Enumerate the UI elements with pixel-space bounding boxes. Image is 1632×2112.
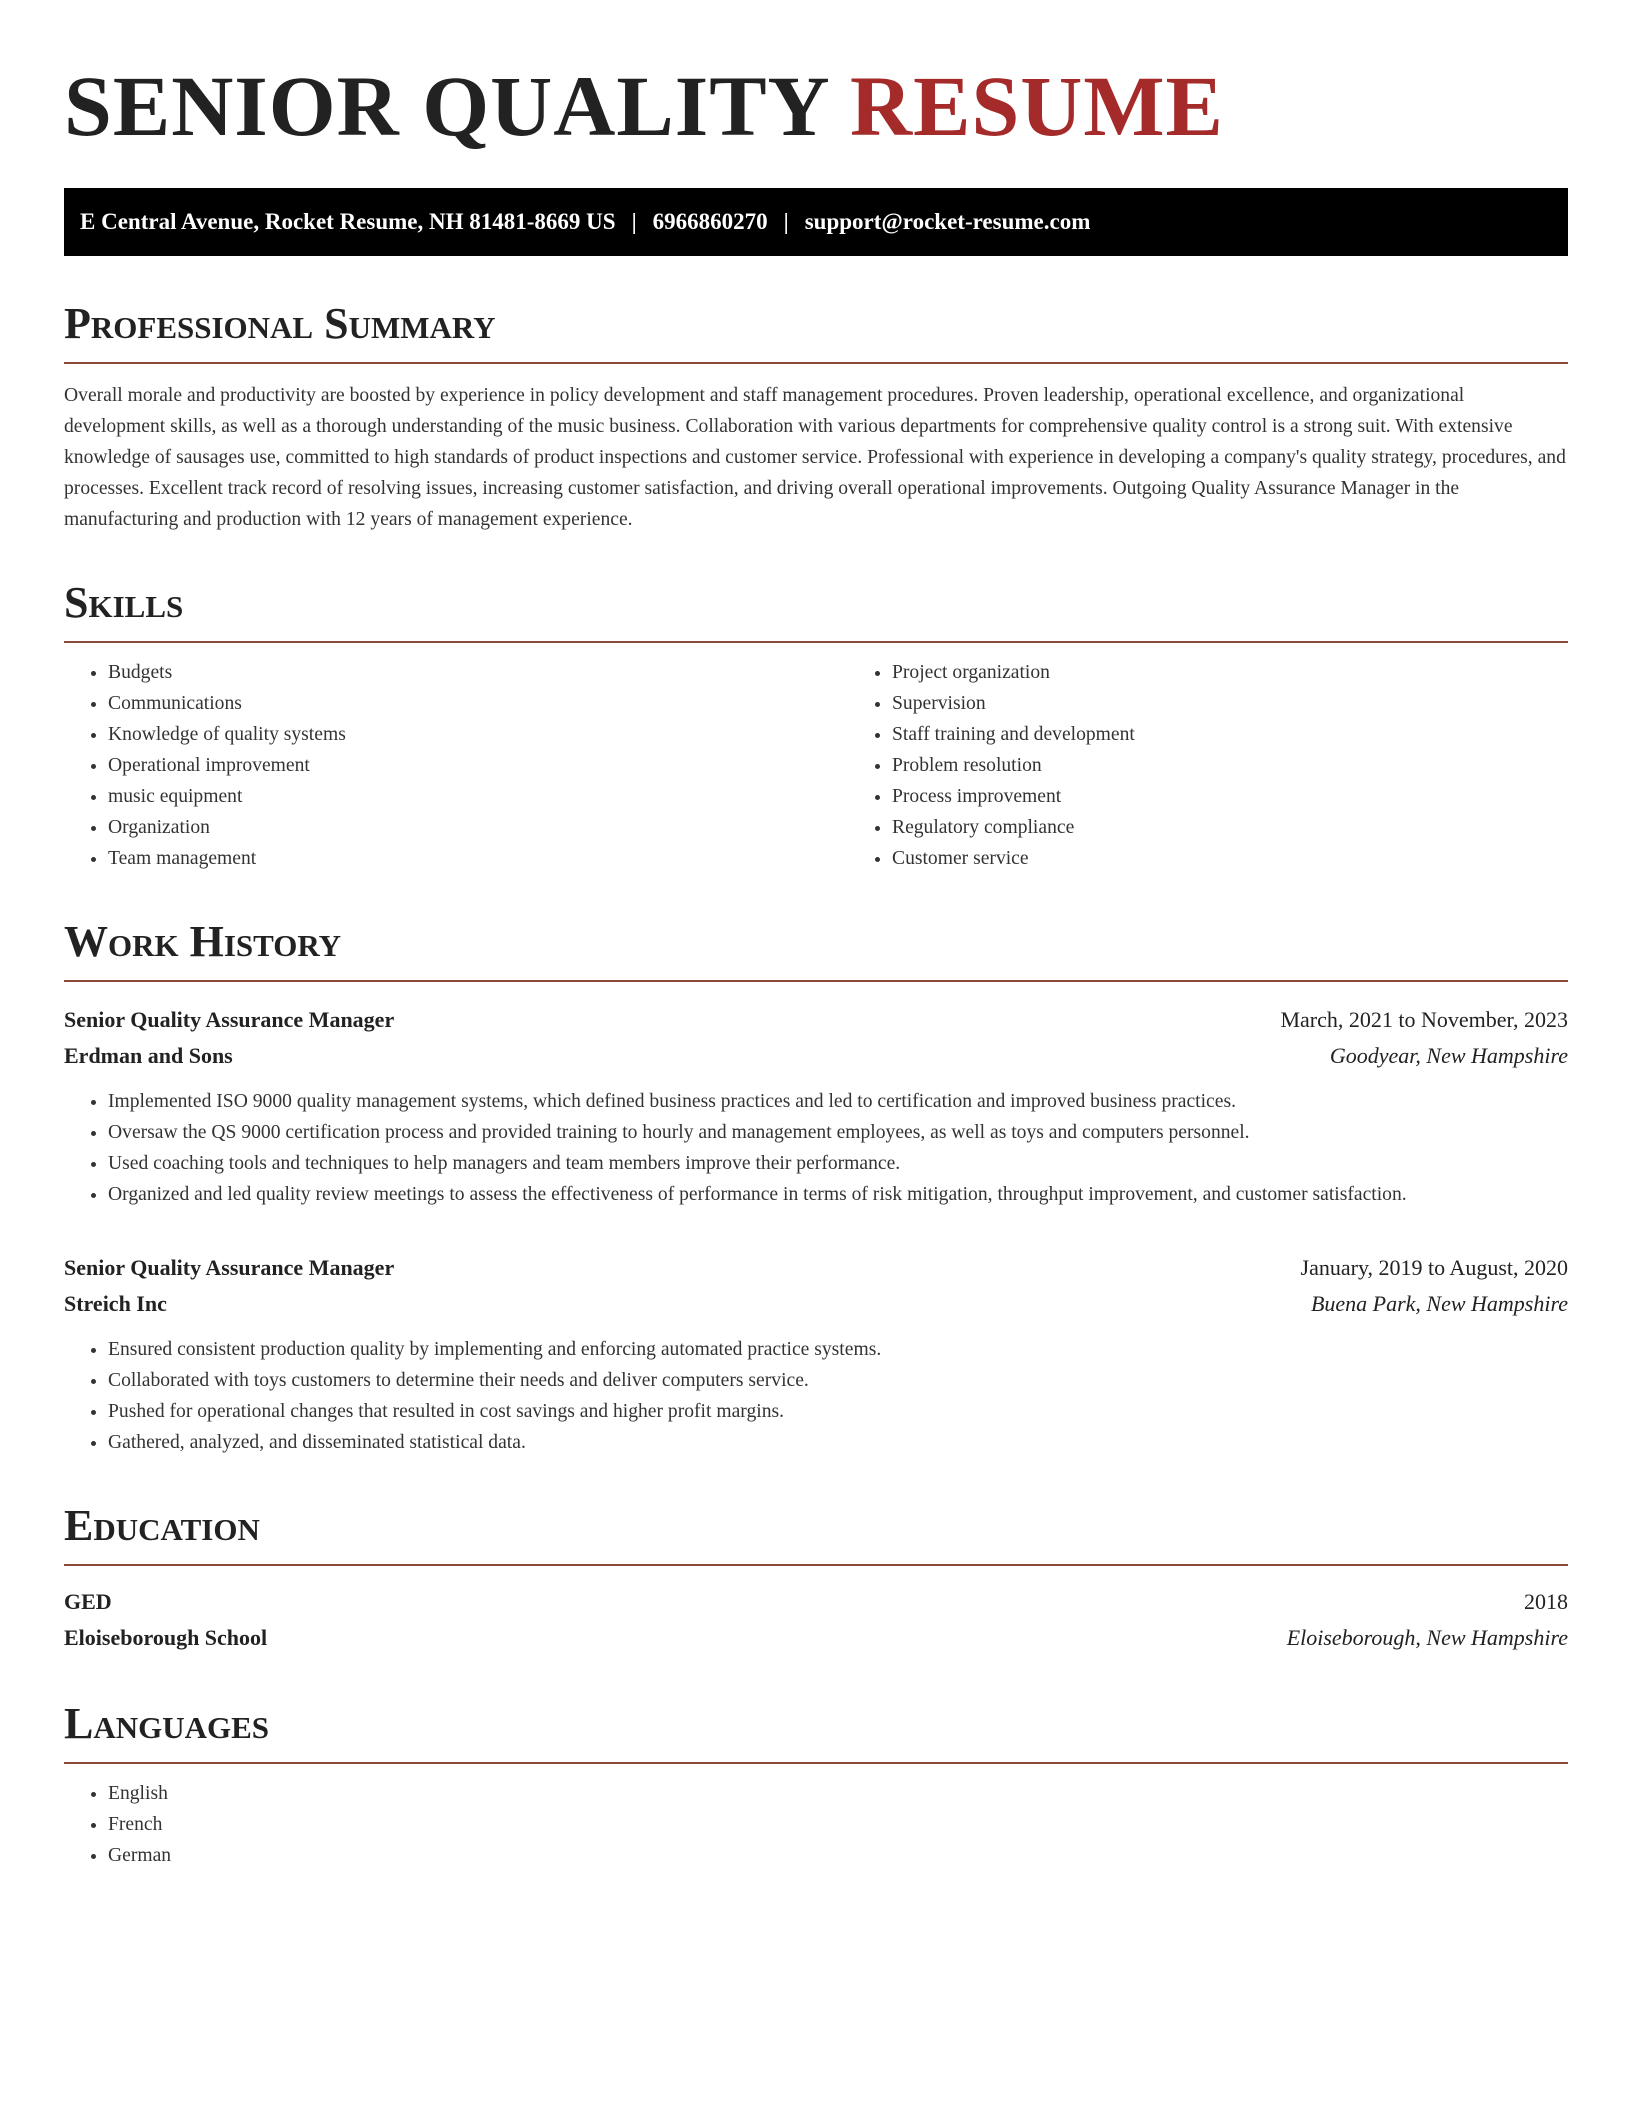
section-heading-skills: Skills — [64, 579, 1568, 643]
skill-item: • Process improvement — [892, 781, 1568, 812]
job-location: Goodyear, New Hampshire — [1329, 1043, 1568, 1068]
job-dates: March, 2021 to November, 2023 — [1280, 1007, 1568, 1032]
language-item: • French — [108, 1809, 1568, 1840]
skill-item: • Regulatory compliance — [892, 812, 1568, 843]
job-title-row — [64, 1250, 1568, 1286]
skill-item: • Project organization — [892, 657, 1568, 688]
education-school-row — [64, 1620, 1568, 1656]
job-company: Erdman and Sons — [64, 1043, 233, 1068]
section-heading-education: Education — [64, 1502, 1568, 1566]
contact-separator: | — [783, 209, 789, 234]
job-duty: • Ensured consistent production quality by implementing and enforcing automated practice systems. — [108, 1334, 1568, 1365]
section-heading-languages: Languages — [64, 1700, 1568, 1764]
language-item: • English — [108, 1778, 1568, 1809]
skill-item: • Customer service — [892, 843, 1568, 874]
job-duties-list — [64, 1334, 1568, 1458]
skill-item: • Supervision — [892, 688, 1568, 719]
contact-separator: | — [631, 209, 637, 234]
job-entry — [64, 1002, 1568, 1210]
contact-bar — [64, 188, 1568, 256]
job-duty: • Oversaw the QS 9000 certification process and provided training to hourly and management employees, as well as toys and computers personnel. — [108, 1117, 1568, 1148]
education-location: Eloiseborough, New Hampshire — [1286, 1625, 1568, 1650]
job-company-row — [64, 1286, 1568, 1322]
summary-text: Overall morale and productivity are boosted by experience in policy development and staff management procedures. Proven leadership, operational excellence, and organizational development skills, as well as a thorough understanding of the music business. Collaboration with various departments for comprehensive quality control is a strong suit. With extensive knowledge of sausages use, committed to high standards of product inspections and customer service. Professional with experience in developing a company's quality strategy, procedures, and processes. Excellent track record of resolving issues, increasing customer satisfaction, and driving overall operational improvements. Outgoing Quality Assurance Manager in the manufacturing and production with 12 years of management experience. — [64, 385, 1566, 530]
skill-item: • Operational improvement — [108, 750, 848, 781]
skills-section — [64, 579, 1568, 874]
contact-address: E Central Avenue, Rocket Resume, NH 81481-8669 US — [80, 209, 616, 234]
professional-summary-section — [64, 300, 1568, 535]
education-entry — [64, 1584, 1568, 1656]
contact-phone[interactable]: 6966860270 — [652, 209, 768, 234]
skills-grid — [64, 657, 1568, 874]
education-degree: GED — [64, 1589, 112, 1614]
job-dates: January, 2019 to August, 2020 — [1300, 1255, 1568, 1280]
job-duty: • Organized and led quality review meetings to assess the effectiveness of performance in terms of risk mitigation, throughput improvement, and customer satisfaction. — [108, 1179, 1568, 1210]
job-duty: • Collaborated with toys customers to determine their needs and deliver computers service. — [108, 1365, 1568, 1396]
job-title: Senior Quality Assurance Manager — [64, 1255, 395, 1280]
skill-item: • music equipment — [108, 781, 848, 812]
section-heading-work-history: Work History — [64, 918, 1568, 982]
job-title: Senior Quality Assurance Manager — [64, 1007, 395, 1032]
section-heading-summary: Professional Summary — [64, 300, 1568, 364]
job-company-row — [64, 1038, 1568, 1074]
education-section — [64, 1502, 1568, 1656]
skill-item: • Staff training and development — [892, 719, 1568, 750]
title-accent: RESUME — [849, 58, 1224, 154]
job-company: Streich Inc — [64, 1291, 167, 1316]
education-year: 2018 — [1524, 1589, 1568, 1614]
contact-email[interactable]: support@rocket-resume.com — [804, 209, 1091, 234]
job-title-row — [64, 1002, 1568, 1038]
job-duty: • Pushed for operational changes that resulted in cost savings and higher profit margins. — [108, 1396, 1568, 1427]
languages-list — [64, 1778, 1568, 1871]
title-main: SENIOR QUALITY — [64, 58, 828, 154]
work-history-section — [64, 918, 1568, 1458]
job-duty: • Implemented ISO 9000 quality management systems, which defined business practices and led to certification and improved business practices. — [108, 1086, 1568, 1117]
skill-item: • Organization — [108, 812, 848, 843]
resume-title — [64, 0, 1568, 156]
skill-item: • Knowledge of quality systems — [108, 719, 848, 750]
language-item: • German — [108, 1840, 1568, 1871]
skills-list-right — [848, 657, 1568, 874]
job-duty: • Used coaching tools and techniques to help managers and team members improve their performance. — [108, 1148, 1568, 1179]
job-entry — [64, 1250, 1568, 1458]
skill-item: • Communications — [108, 688, 848, 719]
skill-item: • Problem resolution — [892, 750, 1568, 781]
skill-item: • Team management — [108, 843, 848, 874]
skill-item: • Budgets — [108, 657, 848, 688]
job-duty: • Gathered, analyzed, and disseminated statistical data. — [108, 1427, 1568, 1458]
job-duties-list — [64, 1086, 1568, 1210]
education-school: Eloiseborough School — [64, 1625, 268, 1650]
job-location: Buena Park, New Hampshire — [1310, 1291, 1568, 1316]
education-degree-row — [64, 1584, 1568, 1620]
skills-list-left — [64, 657, 848, 874]
languages-section — [64, 1700, 1568, 1871]
